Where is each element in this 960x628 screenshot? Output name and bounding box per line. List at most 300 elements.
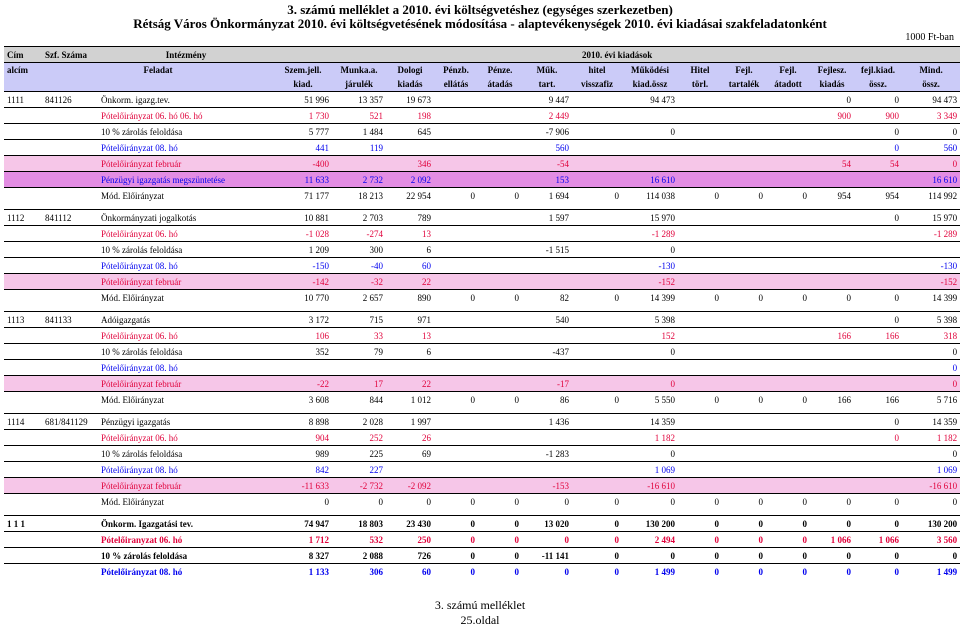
- value-cell: 114 038: [622, 188, 678, 204]
- value-cell: [434, 124, 478, 140]
- value-cell: 166: [854, 392, 902, 408]
- row-szf-cell: [42, 430, 98, 446]
- value-cell: 2 449: [522, 108, 572, 124]
- value-cell: [810, 462, 854, 478]
- table-row: [4, 172, 960, 188]
- value-cell: 22: [386, 376, 434, 392]
- value-cell: 8 898: [274, 414, 332, 430]
- table-row: [4, 478, 960, 494]
- row-id-cell: [4, 108, 42, 124]
- value-cell: 0: [854, 290, 902, 306]
- value-cell: 0: [902, 360, 960, 376]
- value-cell: 225: [332, 446, 386, 462]
- row-szf-cell: [42, 242, 98, 258]
- value-cell: [766, 430, 810, 446]
- value-cell: 60: [386, 258, 434, 274]
- value-cell: [572, 140, 622, 156]
- value-cell: [678, 172, 722, 188]
- value-cell: 14 399: [622, 290, 678, 306]
- header-cim: Cím: [4, 47, 42, 63]
- value-cell: 0: [854, 210, 902, 226]
- value-cell: -11 141: [522, 548, 572, 564]
- row-id-cell: [4, 140, 42, 156]
- table-row: [4, 414, 960, 430]
- row-szf-cell: [42, 532, 98, 548]
- row-szf-cell: 681/841129: [42, 414, 98, 430]
- table-row: [4, 242, 960, 258]
- value-cell: 15 970: [622, 210, 678, 226]
- value-cell: [434, 242, 478, 258]
- value-cell: [434, 360, 478, 376]
- document-subtitle: Rétság Város Önkormányzat 2010. évi költségvetésének módosítása - alaptevékenységek 2010. évi kiadásai szakfeladatonként: [133, 16, 827, 31]
- value-cell: -16 610: [622, 478, 678, 494]
- value-cell: -1 289: [622, 226, 678, 242]
- value-cell: [572, 274, 622, 290]
- value-cell: 0: [810, 92, 854, 108]
- value-cell: [522, 226, 572, 242]
- value-cell: 0: [434, 532, 478, 548]
- value-cell: [722, 274, 766, 290]
- value-cell: -2 092: [386, 478, 434, 494]
- value-cell: 0: [434, 188, 478, 204]
- value-cell: 645: [386, 124, 434, 140]
- value-cell: 0: [766, 290, 810, 306]
- header-col: hitel: [572, 63, 622, 78]
- row-id-cell: [4, 172, 42, 188]
- value-cell: [722, 226, 766, 242]
- value-cell: 0: [766, 532, 810, 548]
- value-cell: [478, 92, 522, 108]
- row-szf-cell: [42, 188, 98, 204]
- row-label-cell: Mód. Előirányzat: [98, 494, 274, 510]
- value-cell: 0: [678, 290, 722, 306]
- value-cell: [854, 274, 902, 290]
- header-row-1: [4, 47, 960, 63]
- value-cell: 86: [522, 392, 572, 408]
- row-id-cell: [4, 124, 42, 140]
- value-cell: [572, 414, 622, 430]
- value-cell: [854, 360, 902, 376]
- row-id-cell: [4, 446, 42, 462]
- value-cell: 0: [902, 124, 960, 140]
- value-cell: 540: [522, 312, 572, 328]
- value-cell: [572, 344, 622, 360]
- row-szf-cell: [42, 516, 98, 532]
- value-cell: [678, 462, 722, 478]
- value-cell: [678, 156, 722, 172]
- value-cell: [522, 360, 572, 376]
- value-cell: 74 947: [274, 516, 332, 532]
- row-id-cell: [4, 376, 42, 392]
- value-cell: [766, 360, 810, 376]
- value-cell: [678, 430, 722, 446]
- header-col: Műk.: [522, 63, 572, 78]
- value-cell: [572, 172, 622, 188]
- value-cell: [434, 210, 478, 226]
- row-label-cell: Pénzügyi igazgatás: [98, 414, 274, 430]
- value-cell: 0: [434, 392, 478, 408]
- row-id-cell: [4, 258, 42, 274]
- value-cell: [810, 274, 854, 290]
- value-cell: 0: [722, 564, 766, 580]
- header-sub: ellátás: [434, 77, 478, 92]
- value-cell: [572, 156, 622, 172]
- value-cell: 15 970: [902, 210, 960, 226]
- footer-page-number: 25.oldal: [460, 613, 500, 627]
- value-cell: -2 732: [332, 478, 386, 494]
- row-label-cell: 10 % zárolás feloldása: [98, 344, 274, 360]
- value-cell: [434, 430, 478, 446]
- value-cell: [678, 124, 722, 140]
- value-cell: [766, 124, 810, 140]
- table-row: [4, 376, 960, 392]
- value-cell: 130 200: [902, 516, 960, 532]
- value-cell: [678, 258, 722, 274]
- value-cell: 0: [722, 532, 766, 548]
- value-cell: [478, 108, 522, 124]
- table-row: [4, 124, 960, 140]
- row-szf-cell: [42, 478, 98, 494]
- value-cell: 2 088: [332, 548, 386, 564]
- value-cell: [522, 462, 572, 478]
- value-cell: 0: [854, 312, 902, 328]
- value-cell: [434, 478, 478, 494]
- value-cell: 0: [678, 516, 722, 532]
- row-szf-cell: [42, 156, 98, 172]
- value-cell: [854, 242, 902, 258]
- value-cell: 250: [386, 532, 434, 548]
- row-id-cell: [4, 392, 42, 408]
- value-cell: [572, 430, 622, 446]
- value-cell: 153: [522, 172, 572, 188]
- row-szf-cell: [42, 564, 98, 580]
- value-cell: 0: [478, 494, 522, 510]
- value-cell: [572, 328, 622, 344]
- value-cell: 904: [274, 430, 332, 446]
- value-cell: [722, 312, 766, 328]
- table-row: [4, 446, 960, 462]
- value-cell: [678, 210, 722, 226]
- value-cell: [722, 414, 766, 430]
- value-cell: 0: [622, 494, 678, 510]
- row-label-cell: Pótelőirányzat február: [98, 156, 274, 172]
- value-cell: 0: [478, 516, 522, 532]
- value-cell: 0: [434, 564, 478, 580]
- value-cell: [622, 156, 678, 172]
- value-cell: 0: [478, 392, 522, 408]
- value-cell: [810, 376, 854, 392]
- value-cell: 0: [722, 392, 766, 408]
- value-cell: 890: [386, 290, 434, 306]
- value-cell: 13 020: [522, 516, 572, 532]
- row-id-cell: [4, 564, 42, 580]
- value-cell: 14 359: [622, 414, 678, 430]
- row-id-cell: [4, 478, 42, 494]
- value-cell: 71 177: [274, 188, 332, 204]
- value-cell: [478, 210, 522, 226]
- value-cell: [572, 376, 622, 392]
- value-cell: 0: [722, 494, 766, 510]
- value-cell: [478, 462, 522, 478]
- table-row: [4, 274, 960, 290]
- value-cell: [434, 258, 478, 274]
- value-cell: 0: [478, 188, 522, 204]
- value-cell: -1 515: [522, 242, 572, 258]
- header-sub: törl.: [678, 77, 722, 92]
- value-cell: [810, 210, 854, 226]
- value-cell: 0: [386, 494, 434, 510]
- value-cell: [386, 360, 434, 376]
- row-label-cell: Pótelőirányzat 06. hó: [98, 328, 274, 344]
- value-cell: [434, 140, 478, 156]
- value-cell: [274, 360, 332, 376]
- value-cell: [766, 274, 810, 290]
- value-cell: [572, 124, 622, 140]
- value-cell: -153: [522, 478, 572, 494]
- value-cell: 54: [810, 156, 854, 172]
- header-kiadasok: 2010. évi kiadások: [274, 47, 960, 63]
- value-cell: [854, 462, 902, 478]
- value-cell: [678, 414, 722, 430]
- value-cell: [678, 360, 722, 376]
- value-cell: -400: [274, 156, 332, 172]
- value-cell: -40: [332, 258, 386, 274]
- value-cell: 900: [810, 108, 854, 124]
- value-cell: 9 447: [522, 92, 572, 108]
- value-cell: 0: [478, 548, 522, 564]
- value-cell: 0: [478, 532, 522, 548]
- row-szf-cell: [42, 274, 98, 290]
- value-cell: [810, 312, 854, 328]
- value-cell: -1 028: [274, 226, 332, 242]
- value-cell: 0: [722, 290, 766, 306]
- row-label-cell: Mód. Előirányzat: [98, 188, 274, 204]
- table-row: [4, 226, 960, 242]
- value-cell: 0: [572, 564, 622, 580]
- row-label-cell: Pótelőirányzat 08. hó: [98, 258, 274, 274]
- value-cell: 2 092: [386, 172, 434, 188]
- value-cell: 252: [332, 430, 386, 446]
- value-cell: [766, 258, 810, 274]
- value-cell: [766, 226, 810, 242]
- value-cell: 2 028: [332, 414, 386, 430]
- value-cell: 560: [902, 140, 960, 156]
- value-cell: [678, 242, 722, 258]
- value-cell: [478, 360, 522, 376]
- value-cell: [478, 140, 522, 156]
- value-cell: 0: [902, 494, 960, 510]
- value-cell: 0: [766, 564, 810, 580]
- value-cell: 5 777: [274, 124, 332, 140]
- value-cell: [386, 140, 434, 156]
- value-cell: 14 359: [902, 414, 960, 430]
- value-cell: 0: [810, 516, 854, 532]
- row-szf-cell: [42, 462, 98, 478]
- value-cell: -54: [522, 156, 572, 172]
- row-szf-cell: [42, 226, 98, 242]
- row-id-cell: [4, 226, 42, 242]
- value-cell: 844: [332, 392, 386, 408]
- value-cell: [434, 376, 478, 392]
- value-cell: 5 716: [902, 392, 960, 408]
- table-row: [4, 462, 960, 478]
- value-cell: 715: [332, 312, 386, 328]
- value-cell: 23 430: [386, 516, 434, 532]
- value-cell: [854, 478, 902, 494]
- table-row: [4, 532, 960, 548]
- row-id-cell: [4, 462, 42, 478]
- value-cell: 54: [854, 156, 902, 172]
- value-cell: 0: [854, 140, 902, 156]
- row-label-cell: Pótelőirányzat február: [98, 376, 274, 392]
- row-szf-cell: [42, 328, 98, 344]
- value-cell: 0: [766, 494, 810, 510]
- value-cell: 3 608: [274, 392, 332, 408]
- value-cell: 0: [902, 548, 960, 564]
- table-row: [4, 564, 960, 580]
- value-cell: 1 069: [622, 462, 678, 478]
- row-id-cell: [4, 242, 42, 258]
- unit-label: 1000 Ft-ban: [905, 32, 954, 43]
- document-title: 3. számú melléklet a 2010. évi költségvetéshez (egységes szerkezetben): [287, 2, 673, 17]
- value-cell: [722, 344, 766, 360]
- value-cell: 954: [854, 188, 902, 204]
- value-cell: -11 633: [274, 478, 332, 494]
- row-label-cell: 10 % zárolás feloldása: [98, 548, 274, 564]
- header-row-3: [4, 77, 960, 92]
- value-cell: 79: [332, 344, 386, 360]
- row-szf-cell: [42, 376, 98, 392]
- value-cell: [722, 242, 766, 258]
- table-row: [4, 188, 960, 204]
- row-label-cell: Önkorm. Igazgatási tev.: [98, 516, 274, 532]
- header-sub: járulék: [332, 77, 386, 92]
- value-cell: 0: [622, 376, 678, 392]
- value-cell: 0: [766, 516, 810, 532]
- value-cell: 521: [332, 108, 386, 124]
- value-cell: 3 172: [274, 312, 332, 328]
- value-cell: 1 012: [386, 392, 434, 408]
- value-cell: 13: [386, 328, 434, 344]
- value-cell: 6: [386, 242, 434, 258]
- value-cell: 1 730: [274, 108, 332, 124]
- header-sub: tartalék: [722, 77, 766, 92]
- value-cell: [766, 108, 810, 124]
- value-cell: [678, 92, 722, 108]
- header-alcim: alcím: [4, 63, 42, 78]
- value-cell: [810, 360, 854, 376]
- value-cell: 352: [274, 344, 332, 360]
- row-label-cell: Mód. Előirányzat: [98, 290, 274, 306]
- value-cell: [478, 156, 522, 172]
- value-cell: 0: [622, 548, 678, 564]
- value-cell: 130 200: [622, 516, 678, 532]
- expenditure-table: [4, 46, 960, 579]
- value-cell: 1 712: [274, 532, 332, 548]
- value-cell: 51 996: [274, 92, 332, 108]
- row-label-cell: Pótelőirányzat 06. hó: [98, 226, 274, 242]
- value-cell: 0: [902, 376, 960, 392]
- value-cell: 0: [678, 188, 722, 204]
- value-cell: 0: [478, 290, 522, 306]
- row-szf-cell: [42, 140, 98, 156]
- table-row: [4, 140, 960, 156]
- value-cell: 0: [522, 564, 572, 580]
- header-row-2: [4, 63, 960, 78]
- value-cell: 0: [572, 532, 622, 548]
- value-cell: 0: [678, 548, 722, 564]
- row-szf-cell: [42, 258, 98, 274]
- value-cell: 954: [810, 188, 854, 204]
- header-sub: átadás: [478, 77, 522, 92]
- header-szf: Szf. Száma: [42, 47, 98, 63]
- row-szf-cell: [42, 344, 98, 360]
- value-cell: [854, 258, 902, 274]
- row-label-cell: 10 % zárolás feloldása: [98, 124, 274, 140]
- row-szf-cell: [42, 548, 98, 564]
- value-cell: 0: [434, 290, 478, 306]
- value-cell: 0: [478, 564, 522, 580]
- value-cell: [522, 258, 572, 274]
- value-cell: [478, 172, 522, 188]
- value-cell: [522, 430, 572, 446]
- value-cell: 346: [386, 156, 434, 172]
- value-cell: 227: [332, 462, 386, 478]
- value-cell: 0: [722, 516, 766, 532]
- value-cell: -130: [622, 258, 678, 274]
- header-sub: kiad.: [274, 77, 332, 92]
- value-cell: 789: [386, 210, 434, 226]
- value-cell: [478, 226, 522, 242]
- row-id-cell: 1114: [4, 414, 42, 430]
- value-cell: [722, 478, 766, 494]
- footer-annex: 3. számú melléklet: [434, 598, 526, 612]
- value-cell: [766, 242, 810, 258]
- value-cell: [522, 274, 572, 290]
- value-cell: 532: [332, 532, 386, 548]
- value-cell: [854, 172, 902, 188]
- value-cell: [678, 344, 722, 360]
- value-cell: 0: [854, 92, 902, 108]
- header-sub: tart.: [522, 77, 572, 92]
- value-cell: 0: [902, 156, 960, 172]
- row-id-cell: [4, 532, 42, 548]
- value-cell: [722, 108, 766, 124]
- value-cell: [478, 328, 522, 344]
- value-cell: [478, 274, 522, 290]
- value-cell: [572, 446, 622, 462]
- header-feladat: Feladat: [42, 63, 274, 78]
- row-label-cell: Pótelőiranyzat 06. hó: [98, 532, 274, 548]
- header-col: Mind.: [902, 63, 960, 78]
- header-col: Működési: [622, 63, 678, 78]
- value-cell: 306: [332, 564, 386, 580]
- value-cell: 0: [522, 494, 572, 510]
- value-cell: [622, 108, 678, 124]
- value-cell: [572, 242, 622, 258]
- table-row: [4, 494, 960, 510]
- value-cell: 8 327: [274, 548, 332, 564]
- value-cell: 1 499: [902, 564, 960, 580]
- value-cell: [722, 360, 766, 376]
- value-cell: 1 066: [810, 532, 854, 548]
- row-label-cell: Pótelőirányzat 08. hó: [98, 564, 274, 580]
- row-szf-cell: [42, 290, 98, 306]
- value-cell: 2 657: [332, 290, 386, 306]
- value-cell: 1 133: [274, 564, 332, 580]
- value-cell: 0: [434, 516, 478, 532]
- value-cell: 0: [572, 516, 622, 532]
